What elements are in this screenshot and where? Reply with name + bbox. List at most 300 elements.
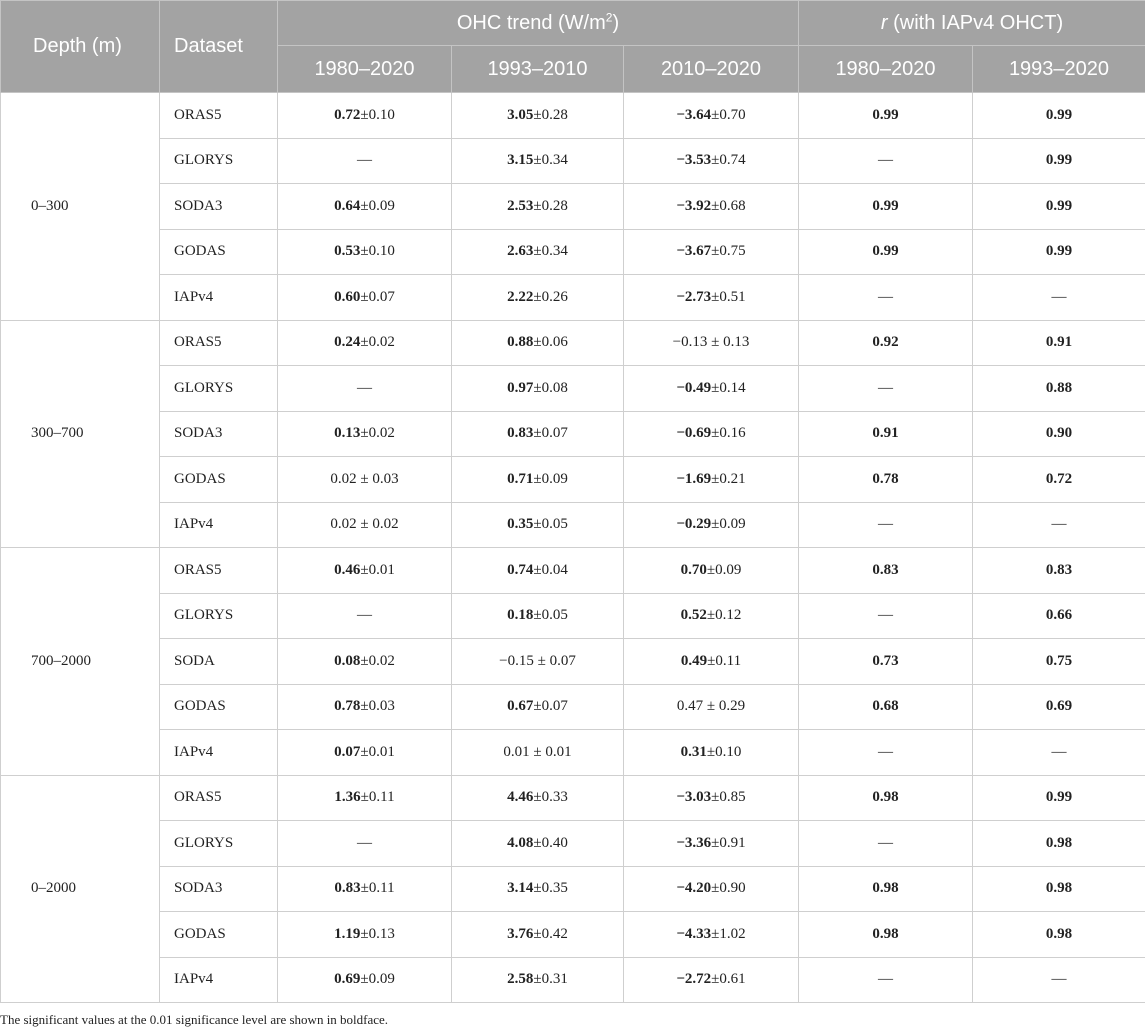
correlation-value-cell [799,730,973,776]
cell-error-value: ±0.09 [360,197,395,214]
cell-main-value: 0.90 [1045,425,1073,442]
trend-value-cell [278,639,452,685]
trend-value-cell [452,639,624,685]
cell-error-value: ±1.02 [711,925,746,942]
trend-value-cell [452,411,624,457]
trend-value-cell [624,184,799,230]
trend-value-cell [452,93,624,139]
cell-main-value: 0.71 [507,470,534,487]
cell-error-value: ±0.68 [711,197,746,214]
cell-main-value: 0.46 [334,561,361,578]
period-header-trend-1980-2020: 1980–2020 [278,46,452,93]
cell-error-value: ±0.35 [533,880,568,897]
correlation-value-cell [799,548,973,594]
cell-main-value: 0.98 [872,925,899,942]
dataset-cell: IAPv4 [160,730,278,776]
trend-value-cell [452,548,624,594]
dataset-cell: SODA3 [160,411,278,457]
cell-error-value: ±0.42 [533,925,568,942]
cell-error-value: ±0.40 [533,834,568,851]
correlation-value-cell [799,138,973,184]
correlation-value-cell [799,639,973,685]
cell-error-value: ±0.09 [711,516,746,533]
trend-value-cell [624,548,799,594]
trend-value-cell [624,229,799,275]
correlation-value-cell [973,730,1145,776]
cell-main-value: 0.99 [872,243,899,260]
trend-value-cell [624,912,799,958]
cell-main-value: — [878,834,893,851]
depth-group-cell: 0–300 [1,93,160,321]
cell-error-value: ±0.16 [711,425,746,442]
table-row [1,548,1145,594]
cell-main-value: 4.08 [507,834,534,851]
cell-main-value: −0.49 [676,379,712,396]
cell-main-value: 0.99 [1045,152,1073,169]
trend-value-cell [452,275,624,321]
cell-main-value: 0.60 [334,288,361,305]
correlation-value-cell [799,275,973,321]
cell-main-value: — [357,379,372,396]
cell-error-value: ±0.75 [711,243,746,260]
cell-main-value: 0.99 [872,106,899,123]
cell-main-value: 0.78 [872,470,899,487]
table-row [1,593,1145,639]
cell-main-value: 0.72 [1045,470,1073,487]
trend-value-cell [624,502,799,548]
table-header [1,1,1145,93]
correlation-value-cell [799,320,973,366]
dataset-cell: GODAS [160,229,278,275]
trend-value-cell [278,184,452,230]
cell-main-value: −1.69 [676,470,712,487]
cell-main-value: 0.73 [872,652,899,669]
cell-error-value: ±0.06 [533,334,568,351]
cell-main-value: −4.20 [676,880,712,897]
trend-value-cell [278,93,452,139]
cell-main-value: −0.69 [676,425,712,442]
cell-main-value: 1.36 [334,789,361,806]
cell-main-value: 0.64 [334,197,361,214]
cell-main-value: 0.74 [507,561,534,578]
cell-main-value: 0.70 [680,561,707,578]
cell-error-value: ±0.26 [533,288,568,305]
dataset-cell: ORAS5 [160,93,278,139]
trend-value-cell [278,866,452,912]
cell-main-value: 0.18 [507,607,534,624]
cell-main-value: 0.83 [872,561,899,578]
cell-error-value: ±0.14 [711,379,746,396]
cell-main-value: 0.78 [334,698,361,715]
correlation-value-cell [799,912,973,958]
trend-value-cell [624,639,799,685]
trend-value-cell [278,320,452,366]
dataset-cell: GODAS [160,684,278,730]
correlation-value-cell [799,502,973,548]
correlation-value-cell [973,457,1145,503]
cell-main-value: 0.92 [872,334,899,351]
correlation-value-cell [973,639,1145,685]
cell-error-value: ±0.09 [360,971,395,988]
table-row [1,684,1145,730]
cell-main-value: 0.67 [507,698,534,715]
correlation-value-cell [799,93,973,139]
table-row [1,275,1145,321]
table-row [1,730,1145,776]
cell-error-value: ±0.02 [360,652,395,669]
correlation-value-cell [799,684,973,730]
table-row [1,411,1145,457]
trend-value-cell [452,320,624,366]
cell-main-value: 2.63 [507,243,534,260]
cell-main-value: — [357,834,372,851]
cell-main-value: — [878,516,893,533]
cell-error-value: ±0.04 [533,561,568,578]
trend-value-cell [278,411,452,457]
cell-error-value: ±0.51 [711,288,746,305]
cell-main-value: 0.01 ± 0.01 [503,743,572,760]
dataset-cell: GODAS [160,912,278,958]
cell-error-value: ±0.34 [533,152,568,169]
cell-main-value: 0.98 [1045,880,1073,897]
cell-main-value: — [878,379,893,396]
trend-value-cell [624,138,799,184]
trend-value-cell [624,411,799,457]
trend-value-cell [624,275,799,321]
correlation-value-cell [973,593,1145,639]
cell-main-value: 0.47 ± 0.29 [676,698,746,715]
cell-main-value: 3.76 [507,925,534,942]
cell-error-value: ±0.33 [533,789,568,806]
cell-main-value: 0.99 [1045,789,1073,806]
dataset-cell: ORAS5 [160,548,278,594]
dataset-cell: GLORYS [160,593,278,639]
trend-value-cell [624,457,799,503]
dataset-cell: GLORYS [160,366,278,412]
trend-value-cell [624,684,799,730]
trend-value-cell [278,593,452,639]
correlation-value-cell [799,411,973,457]
cell-main-value: — [878,288,893,305]
cell-error-value: ±0.28 [533,106,568,123]
trend-value-cell [278,457,452,503]
period-header-trend-1993-2010: 1993–2010 [452,46,624,93]
trend-value-cell [624,775,799,821]
trend-value-cell [452,912,624,958]
cell-main-value: −2.72 [676,971,712,988]
cell-main-value: 0.83 [334,880,361,897]
cell-error-value: ±0.70 [711,106,746,123]
trend-value-cell [452,821,624,867]
table-row [1,912,1145,958]
correlation-value-cell [973,320,1145,366]
dataset-column-header: Dataset [160,1,278,93]
trend-value-cell [278,730,452,776]
table-row [1,366,1145,412]
trend-value-cell [278,138,452,184]
trend-value-cell [624,366,799,412]
dataset-cell: GODAS [160,457,278,503]
cell-main-value: 0.88 [507,334,534,351]
cell-error-value: ±0.85 [711,789,746,806]
cell-error-value: ±0.07 [533,425,568,442]
cell-main-value: — [1051,743,1067,760]
cell-error-value: ±0.09 [533,470,568,487]
trend-value-cell [624,593,799,639]
correlation-value-cell [973,684,1145,730]
correlation-value-cell [799,366,973,412]
trend-value-cell [452,184,624,230]
cell-main-value: 0.98 [1045,925,1073,942]
cell-main-value: 4.46 [507,789,534,806]
trend-value-cell [452,775,624,821]
cell-main-value: 0.02 ± 0.02 [330,516,399,533]
cell-main-value: −3.03 [676,789,712,806]
cell-main-value: — [357,152,372,169]
cell-main-value: −3.67 [676,243,712,260]
cell-error-value: ±0.07 [360,288,395,305]
trend-value-cell [278,957,452,1003]
cell-main-value: 0.91 [1045,334,1073,351]
dataset-cell: SODA [160,639,278,685]
correlation-value-cell [973,93,1145,139]
cell-main-value: 0.49 [680,652,708,669]
cell-main-value: −2.73 [676,288,712,305]
ohc-trend-prefix: OHC trend (W/m [456,11,606,34]
cell-main-value: 0.88 [1045,379,1073,396]
correlation-header [799,1,1145,46]
table-row [1,821,1145,867]
cell-error-value: ±0.11 [707,652,742,669]
cell-main-value: 0.97 [507,379,534,396]
cell-main-value: — [878,152,893,169]
trend-value-cell [452,502,624,548]
table-row [1,957,1145,1003]
trend-value-cell [452,730,624,776]
cell-main-value: 2.53 [507,197,534,214]
cell-error-value: ±0.01 [360,561,395,578]
period-header-trend-2010-2020: 2010–2020 [624,46,799,93]
cell-error-value: ±0.11 [360,789,395,806]
trend-value-cell [452,866,624,912]
dataset-cell: IAPv4 [160,957,278,1003]
cell-main-value: 0.31 [680,743,707,760]
depth-group-cell: 700–2000 [1,548,160,776]
cell-error-value: ±0.91 [711,834,746,851]
cell-main-value: 0.66 [1045,607,1073,624]
correlation-value-cell [973,912,1145,958]
trend-value-cell [278,502,452,548]
cell-main-value: 3.05 [507,106,534,123]
correlation-value-cell [799,184,973,230]
table-row [1,184,1145,230]
ohc-trend-suffix: ) [612,11,620,34]
table-row [1,775,1145,821]
cell-main-value: −3.92 [676,197,712,214]
cell-error-value: ±0.13 [360,925,395,942]
trend-value-cell [452,229,624,275]
correlation-value-cell [973,275,1145,321]
dataset-cell: GLORYS [160,138,278,184]
trend-value-cell [624,866,799,912]
correlation-value-cell [973,366,1145,412]
correlation-value-cell [799,957,973,1003]
correlation-value-cell [973,229,1145,275]
correlation-value-cell [973,821,1145,867]
cell-error-value: ±0.21 [711,470,746,487]
cell-main-value: 0.98 [1045,834,1073,851]
cell-error-value: ±0.31 [533,971,568,988]
cell-main-value: −0.13 ± 0.13 [672,334,750,351]
trend-value-cell [278,229,452,275]
cell-main-value: — [1051,971,1067,988]
correlation-value-cell [799,593,973,639]
cell-main-value: 0.98 [872,880,899,897]
table-row [1,866,1145,912]
trend-value-cell [278,275,452,321]
trend-value-cell [452,593,624,639]
dataset-cell: SODA3 [160,184,278,230]
correlation-value-cell [973,957,1145,1003]
period-header-r-1980-2020: 1980–2020 [799,46,973,93]
trend-value-cell [452,957,624,1003]
correlation-value-cell [973,184,1145,230]
trend-value-cell [452,684,624,730]
cell-error-value: ±0.05 [533,607,568,624]
correlation-value-cell [973,411,1145,457]
cell-error-value: ±0.34 [533,243,568,260]
cell-main-value: 0.99 [1045,106,1073,123]
correlation-label: (with IAPv4 OHCT) [887,11,1064,34]
correlation-symbol: r [880,11,888,34]
dataset-cell: IAPv4 [160,502,278,548]
cell-main-value: −3.36 [676,834,712,851]
cell-main-value: — [1051,516,1067,533]
trend-value-cell [278,821,452,867]
cell-main-value: 0.52 [680,607,707,624]
cell-main-value: −4.33 [676,925,712,942]
correlation-value-cell [799,457,973,503]
depth-group-cell: 0–2000 [1,775,160,1003]
table-row [1,229,1145,275]
table-row [1,639,1145,685]
cell-error-value: ±0.09 [706,561,742,578]
cell-error-value: ±0.61 [711,971,746,988]
trend-value-cell [278,912,452,958]
cell-error-value: ±0.10 [706,743,742,760]
period-header-r-1993-2020: 1993–2020 [973,46,1145,93]
cell-main-value: 0.02 ± 0.03 [330,470,399,487]
cell-error-value: ±0.74 [711,152,746,169]
correlation-value-cell [799,229,973,275]
trend-value-cell [278,684,452,730]
cell-error-value: ±0.90 [711,880,746,897]
table-row [1,93,1145,139]
cell-main-value: 0.83 [1045,561,1073,578]
cell-error-value: ±0.02 [360,425,395,442]
cell-main-value: −0.15 ± 0.07 [499,652,576,669]
cell-main-value: 0.99 [1045,197,1073,214]
dataset-cell: ORAS5 [160,320,278,366]
correlation-value-cell [799,821,973,867]
ohc-trend-superscript: 2 [605,9,613,24]
cell-error-value: ±0.03 [360,698,395,715]
cell-main-value: 2.58 [507,971,534,988]
cell-main-value: — [357,607,372,624]
trend-value-cell [278,775,452,821]
table-footnote: The significant values at the 0.01 significance level are shown in boldface. [0,1012,389,1027]
cell-main-value: 0.08 [334,652,361,669]
cell-main-value: −0.29 [676,516,712,533]
trend-value-cell [278,366,452,412]
trend-value-cell [452,457,624,503]
cell-main-value: — [878,607,893,624]
cell-main-value: 0.83 [507,425,534,442]
table-body [1,93,1145,1003]
correlation-value-cell [973,548,1145,594]
cell-main-value: 0.75 [1045,652,1073,669]
cell-error-value: ±0.11 [360,880,395,897]
depth-group-cell: 300–700 [1,320,160,548]
trend-value-cell [624,320,799,366]
dataset-cell: ORAS5 [160,775,278,821]
trend-value-cell [624,93,799,139]
cell-error-value: ±0.10 [360,243,395,260]
cell-main-value: — [1051,288,1067,305]
cell-main-value: 0.07 [334,743,361,760]
correlation-value-cell [973,138,1145,184]
correlation-value-cell [799,775,973,821]
cell-error-value: ±0.28 [533,197,568,214]
dataset-cell: SODA3 [160,866,278,912]
correlation-value-cell [973,866,1145,912]
cell-main-value: 0.68 [872,698,899,715]
cell-main-value: 0.98 [872,789,899,806]
dataset-cell: GLORYS [160,821,278,867]
cell-main-value: 0.91 [872,425,899,442]
cell-main-value: 2.22 [507,288,534,305]
cell-main-value: — [878,971,893,988]
trend-value-cell [624,821,799,867]
table-row [1,138,1145,184]
table-row [1,457,1145,503]
cell-error-value: ±0.02 [360,334,395,351]
correlation-value-cell [973,775,1145,821]
cell-error-value: ±0.07 [533,698,568,715]
cell-main-value: 0.35 [507,516,534,533]
cell-main-value: 0.13 [334,425,361,442]
cell-main-value: 1.19 [334,925,361,942]
cell-error-value: ±0.08 [533,379,568,396]
cell-main-value: 0.99 [872,197,899,214]
trend-value-cell [452,138,624,184]
correlation-value-cell [799,866,973,912]
cell-main-value: 3.15 [507,152,534,169]
correlation-value-cell [973,502,1145,548]
table-row [1,320,1145,366]
depth-column-header: Depth (m) [1,1,160,93]
trend-value-cell [452,366,624,412]
trend-value-cell [624,730,799,776]
cell-error-value: ±0.05 [533,516,568,533]
cell-error-value: ±0.12 [706,607,742,624]
trend-value-cell [278,548,452,594]
cell-main-value: — [878,743,893,760]
ohc-trend-header [278,1,799,46]
table-row [1,502,1145,548]
cell-error-value: ±0.10 [360,106,395,123]
cell-main-value: 0.99 [1045,243,1073,260]
